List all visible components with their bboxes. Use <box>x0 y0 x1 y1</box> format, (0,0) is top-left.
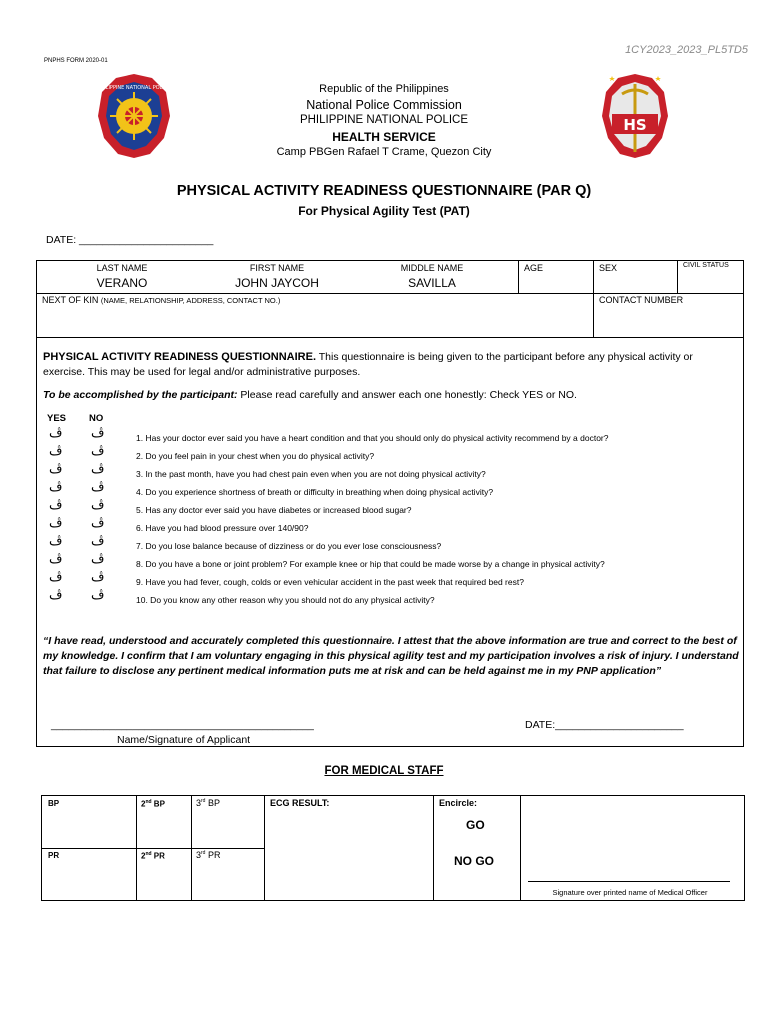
pr2-label: 2nd PR <box>141 851 165 861</box>
pr-label: PR <box>48 851 60 860</box>
question-text: 3. In the past month, have you had chest pain even when you are not doing physical activity? <box>136 469 486 479</box>
no-checkbox[interactable]: ڤ <box>91 480 105 495</box>
header-napolcom: National Police Commission <box>306 98 462 112</box>
first-name-label: FIRST NAME <box>249 263 305 273</box>
yes-header: YES <box>47 413 67 424</box>
question-text: 4. Do you experience shortness of breath or difficulty in breathing when doing physical activity? <box>136 487 494 497</box>
yes-checkbox[interactable]: ڤ <box>49 498 63 513</box>
pr3-label: 3rd PR <box>196 850 221 860</box>
no-checkbox[interactable]: ڤ <box>91 426 105 441</box>
attestation-statement: “I have read, understood and accurately completed this questionnaire. I attest that the above information are true and correct to the best of my knowledge. I confirm that I am voluntary engaging in this physical agility test and my participation involves a risk of injury. I understand that failure to disclose any pertinent medical information puts me at risk and can be held against me in my PNP application” <box>43 635 739 677</box>
medical-officer-signature-label: Signature over printed name of Medical Officer <box>552 888 708 897</box>
document-code: 1CY2023_2023_PL5TD5 <box>625 44 748 56</box>
yes-checkbox[interactable]: ڤ <box>49 426 63 441</box>
sex-label: SEX <box>599 263 618 273</box>
age-label: AGE <box>524 263 544 273</box>
yes-checkbox[interactable]: ڤ <box>49 588 63 603</box>
no-checkbox[interactable]: ڤ <box>91 516 105 531</box>
no-go-option[interactable]: NO GO <box>454 854 495 868</box>
pnp-seal-text: PHILIPPINE NATIONAL POLICE <box>97 85 171 91</box>
applicant-signature-line[interactable]: _____________________________________________ <box>51 719 314 731</box>
medical-staff-title: FOR MEDICAL STAFF <box>324 765 444 777</box>
bp-label: BP <box>48 799 60 808</box>
question-text: 10. Do you know any other reason why you should not do any physical activity? <box>136 595 435 605</box>
medical-staff-box <box>41 795 745 901</box>
no-checkbox[interactable]: ڤ <box>91 534 105 549</box>
question-text: 9. Have you had fever, cough, colds or even vehicular accident in the past week that required bed rest? <box>136 577 524 587</box>
no-checkbox[interactable]: ڤ <box>91 552 105 567</box>
yes-checkbox[interactable]: ڤ <box>49 444 63 459</box>
middle-name-label: MIDDLE NAME <box>400 263 464 273</box>
next-of-kin-label: NEXT OF KIN (NAME, RELATIONSHIP, ADDRESS, CONTACT NO.) <box>42 295 281 305</box>
applicant-signature-label: Name/Signature of Applicant <box>117 734 251 746</box>
yes-checkbox[interactable]: ڤ <box>49 552 63 567</box>
form-subtitle: For Physical Agility Test (PAT) <box>298 204 470 218</box>
no-checkbox[interactable]: ڤ <box>91 444 105 459</box>
question-text: 6. Have you had blood pressure over 140/90? <box>136 523 309 533</box>
header-health-service: HEALTH SERVICE <box>332 130 436 144</box>
form-title: PHYSICAL ACTIVITY READINESS QUESTIONNAIRE (PAR Q) <box>176 183 592 199</box>
question-text: 8. Do you have a bone or joint problem? For example knee or hip that could be made worse by a change in physical activity? <box>136 559 605 569</box>
last-name-value[interactable]: VERANO <box>96 276 148 290</box>
question-text: 2. Do you feel pain in your chest when you do physical activity? <box>136 451 375 461</box>
question-text: 7. Do you lose balance because of dizziness or do you ever lose consciousness? <box>136 541 442 551</box>
yes-checkbox[interactable]: ڤ <box>49 462 63 477</box>
question-text: 1. Has your doctor ever said you have a heart condition and that you should only do physical activity recommend by a doctor? <box>136 433 609 443</box>
no-checkbox[interactable]: ڤ <box>91 462 105 477</box>
applicant-date-field[interactable]: DATE:______________________ <box>525 719 684 731</box>
middle-name-value[interactable]: SAVILLA <box>408 276 456 290</box>
date-field[interactable]: DATE: _______________________ <box>46 234 214 246</box>
questionnaire-intro: PHYSICAL ACTIVITY READINESS QUESTIONNAIRE. This questionnaire is being given to the participant before any physical activity or exercise. This may be used for legal and/or administrative purposes. <box>43 351 693 378</box>
go-option[interactable]: GO <box>466 818 485 832</box>
header-republic: Republic of the Philippines <box>319 83 449 95</box>
medical-officer-signature-line[interactable] <box>528 881 730 882</box>
no-header: NO <box>89 413 104 424</box>
form-number: PNPHS FORM 2020-01 <box>44 58 108 64</box>
yes-checkbox[interactable]: ڤ <box>49 570 63 585</box>
header-pnp: PHILIPPINE NATIONAL POLICE <box>299 114 469 126</box>
no-checkbox[interactable]: ڤ <box>91 498 105 513</box>
contact-number-label: CONTACT NUMBER <box>599 295 684 305</box>
last-name-label: LAST NAME <box>96 263 148 273</box>
no-checkbox[interactable]: ڤ <box>91 588 105 603</box>
health-service-seal-text: HS <box>623 116 647 134</box>
bp2-label: 2nd BP <box>141 799 165 809</box>
header-address: Camp PBGen Rafael T Crame, Quezon City <box>276 146 492 158</box>
yes-checkbox[interactable]: ڤ <box>49 516 63 531</box>
question-text: 5. Has any doctor ever said you have diabetes or increased blood sugar? <box>136 505 412 515</box>
bp3-label: 3rd BP <box>196 798 220 808</box>
no-checkbox[interactable]: ڤ <box>91 570 105 585</box>
applicant-form-box <box>36 260 744 747</box>
questionnaire-instruction: To be accomplished by the participant: Please read carefully and answer each one honestly: Check YES or NO. <box>43 389 577 401</box>
encircle-label: Encircle: <box>439 798 478 808</box>
civil-status-label: CIVIL STATUS <box>683 262 729 269</box>
yes-checkbox[interactable]: ڤ <box>49 534 63 549</box>
first-name-value[interactable]: JOHN JAYCOH <box>235 276 319 290</box>
yes-checkbox[interactable]: ڤ <box>49 480 63 495</box>
ecg-result-label: ECG RESULT: <box>270 798 330 808</box>
